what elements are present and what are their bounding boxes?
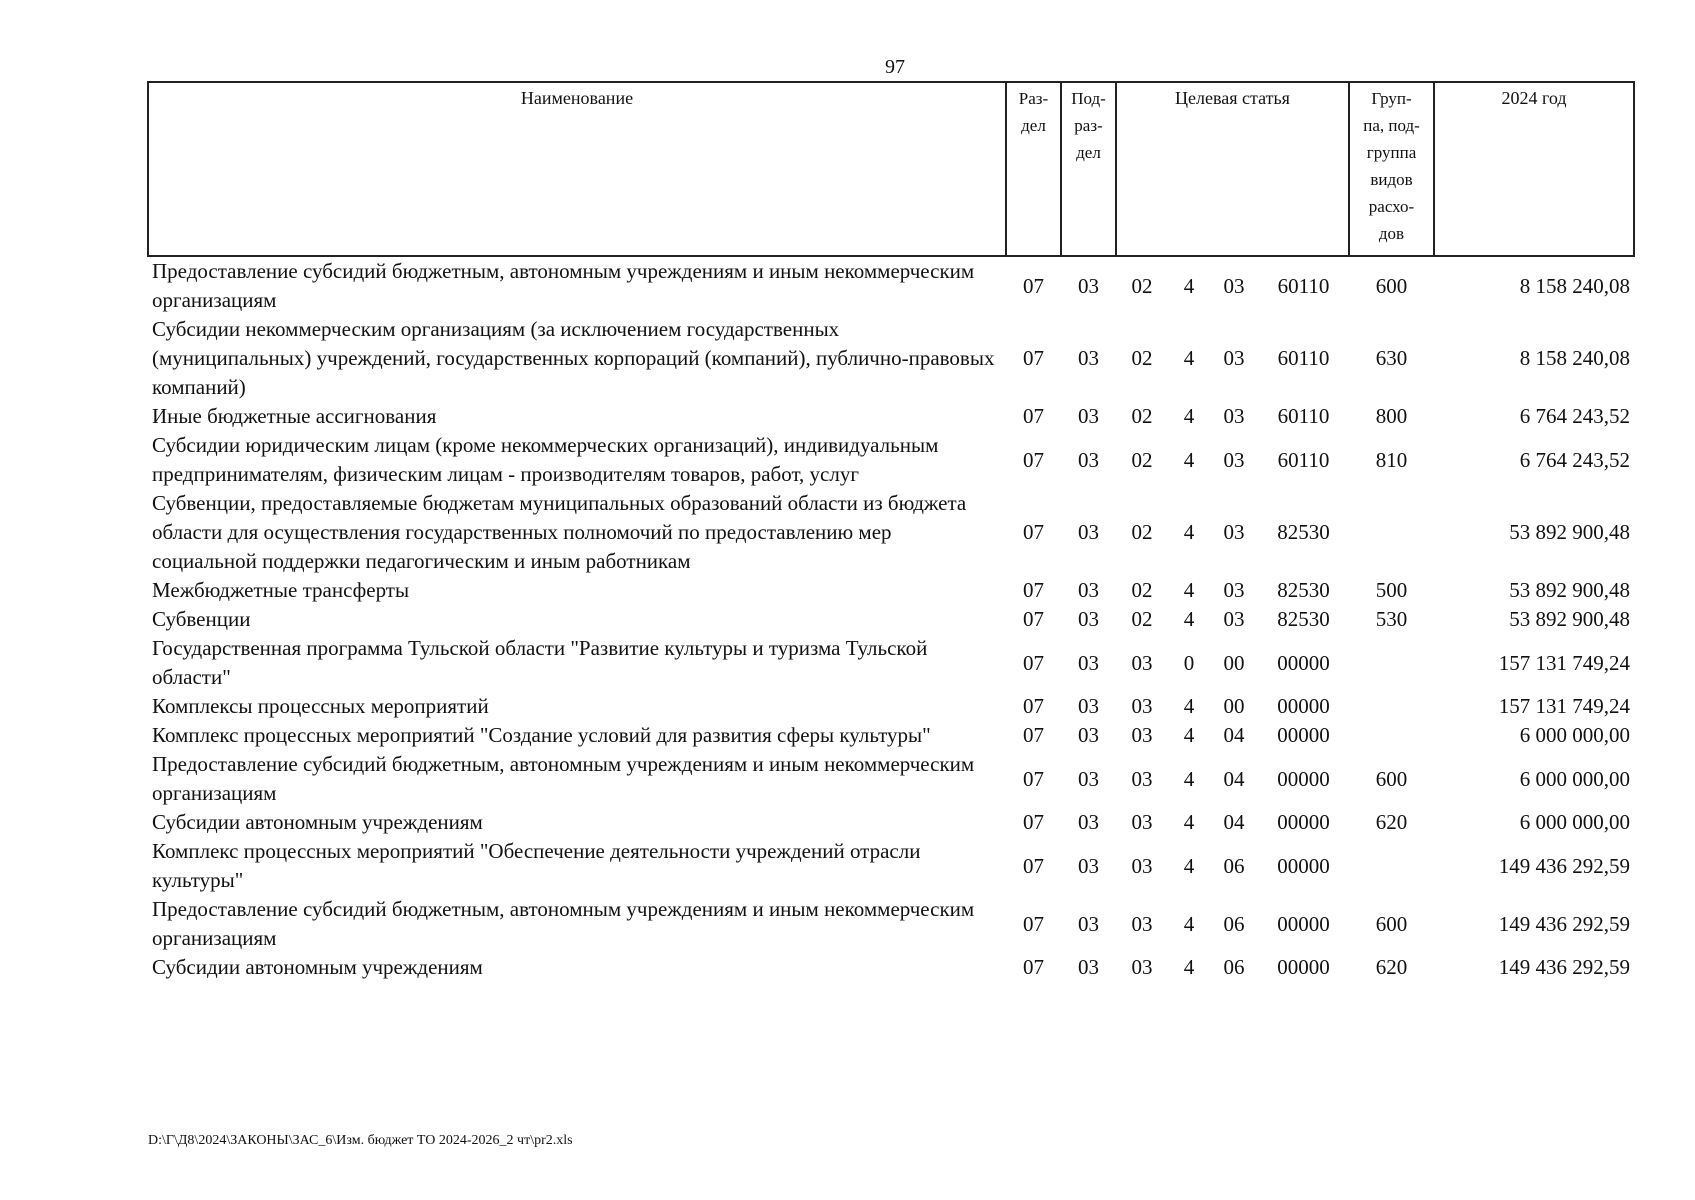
row-podrazdel: 03 xyxy=(1078,273,1099,298)
target-article-part: 00000 xyxy=(1277,723,1330,747)
row-target-article xyxy=(1116,605,1349,634)
row-podrazdel: 03 xyxy=(1078,520,1099,544)
row-target-article xyxy=(1116,692,1349,721)
target-article-part: 06 xyxy=(1223,911,1245,936)
row-amount: 157 131 749,24 xyxy=(1498,694,1630,718)
target-article-part: 06 xyxy=(1223,955,1245,979)
row-expense-group xyxy=(1349,489,1434,576)
row-expense-group: 630 xyxy=(1375,346,1408,370)
target-article-part: 03 xyxy=(1223,607,1245,631)
row-amount: 8 158 240,08 xyxy=(1519,346,1630,370)
row-name: Субсидии юридическим лицам (кроме некоммерческих организаций), индивидуальным предпринимателям, физическим лицам - производителям товаров, работ, услуг xyxy=(152,433,939,486)
row-name: Субвенции, предоставляемые бюджетам муниципальных образований области из бюджета области для осуществления государственных полномочий по предоставлению мер социальной поддержки педагогическим и иным работникам xyxy=(152,491,967,573)
header-name: Наименование xyxy=(148,82,1006,256)
row-target-article xyxy=(1116,721,1349,750)
target-article-part: 03 xyxy=(1131,810,1153,834)
row-target-article xyxy=(1116,489,1349,576)
row-podrazdel: 03 xyxy=(1078,694,1099,718)
target-article-part: 82530 xyxy=(1277,578,1330,602)
row-razdel: 07 xyxy=(1023,447,1044,472)
row-podrazdel: 03 xyxy=(1078,810,1099,834)
row-amount: 6 764 243,52 xyxy=(1519,404,1630,428)
row-name: Государственная программа Тульской области "Развитие культуры и туризма Тульской области" xyxy=(152,636,928,689)
target-article-part: 00000 xyxy=(1277,810,1330,834)
table-row xyxy=(148,692,1634,721)
page-number: 97 xyxy=(885,56,905,78)
row-name: Комплекс процессных мероприятий "Обеспечение деятельности учреждений отрасли культуры" xyxy=(152,839,921,892)
target-article-part: 4 xyxy=(1183,520,1195,544)
row-expense-group xyxy=(1349,721,1434,750)
row-podrazdel: 03 xyxy=(1078,723,1099,747)
target-article-part: 03 xyxy=(1131,694,1153,718)
row-amount: 8 158 240,08 xyxy=(1519,273,1630,298)
table-row xyxy=(148,256,1634,315)
row-name: Предоставление субсидий бюджетным, автономным учреждениям и иным некоммерческим организациям xyxy=(152,897,975,950)
row-amount: 6 764 243,52 xyxy=(1519,447,1630,472)
target-article-part: 03 xyxy=(1223,578,1245,602)
row-podrazdel: 03 xyxy=(1078,650,1099,675)
row-podrazdel: 03 xyxy=(1078,578,1099,602)
row-name: Субсидии автономным учреждениям xyxy=(152,955,483,979)
target-article-part: 82530 xyxy=(1277,520,1330,544)
row-name: Межбюджетные трансферты xyxy=(152,578,410,602)
target-article-part: 06 xyxy=(1223,853,1245,878)
table-row xyxy=(148,953,1634,982)
row-podrazdel: 03 xyxy=(1078,853,1099,878)
table-header-row xyxy=(148,82,1634,256)
row-razdel: 07 xyxy=(1023,404,1044,428)
row-name: Комплексы процессных мероприятий xyxy=(152,694,489,718)
row-target-article xyxy=(1116,808,1349,837)
target-article-part: 4 xyxy=(1183,346,1195,370)
target-article-part: 03 xyxy=(1223,520,1245,544)
row-target-article xyxy=(1116,576,1349,605)
row-target-article xyxy=(1116,750,1349,808)
table-row xyxy=(148,721,1634,750)
row-name: Субсидии автономным учреждениям xyxy=(152,810,483,834)
header-expense-group: Груп- па, под- группа видов расхо- дов xyxy=(1349,82,1434,256)
row-expense-group: 810 xyxy=(1375,447,1408,472)
row-podrazdel: 03 xyxy=(1078,955,1099,979)
row-podrazdel: 03 xyxy=(1078,911,1099,936)
target-article-part: 4 xyxy=(1183,694,1195,718)
target-article-part: 4 xyxy=(1183,404,1195,428)
row-expense-group: 600 xyxy=(1375,911,1408,936)
target-article-part: 03 xyxy=(1131,650,1153,675)
target-article-part: 00000 xyxy=(1277,650,1330,675)
target-article-part: 03 xyxy=(1131,766,1153,791)
row-expense-group xyxy=(1349,837,1434,895)
target-article-part: 04 xyxy=(1223,810,1245,834)
table-row xyxy=(148,750,1634,808)
row-target-article xyxy=(1116,315,1349,402)
row-expense-group: 600 xyxy=(1375,273,1408,298)
row-expense-group: 530 xyxy=(1375,607,1408,631)
budget-table xyxy=(147,81,1635,982)
target-article-part: 00000 xyxy=(1277,955,1330,979)
row-expense-group: 800 xyxy=(1375,404,1408,428)
row-amount: 6 000 000,00 xyxy=(1519,810,1630,834)
row-amount: 149 436 292,59 xyxy=(1498,911,1630,936)
target-article-part: 4 xyxy=(1183,447,1195,472)
row-razdel: 07 xyxy=(1023,766,1044,791)
row-target-article xyxy=(1116,634,1349,692)
target-article-part: 04 xyxy=(1223,723,1245,747)
row-amount: 157 131 749,24 xyxy=(1498,650,1630,675)
target-article-part: 00 xyxy=(1223,650,1245,675)
row-amount: 149 436 292,59 xyxy=(1498,853,1630,878)
row-podrazdel: 03 xyxy=(1078,607,1099,631)
target-article-part: 00000 xyxy=(1277,766,1330,791)
row-razdel: 07 xyxy=(1023,520,1044,544)
target-article-part: 60110 xyxy=(1277,346,1330,370)
target-article-part: 03 xyxy=(1223,273,1245,298)
row-podrazdel: 03 xyxy=(1078,404,1099,428)
target-article-part: 60110 xyxy=(1277,273,1330,298)
row-name: Предоставление субсидий бюджетным, автономным учреждениям и иным некоммерческим организациям xyxy=(152,259,975,312)
table-row xyxy=(148,837,1634,895)
target-article-part: 00000 xyxy=(1277,694,1330,718)
row-target-article xyxy=(1116,256,1349,315)
table-body xyxy=(148,256,1634,982)
row-razdel: 07 xyxy=(1023,346,1044,370)
target-article-part: 00000 xyxy=(1277,911,1330,936)
row-podrazdel: 03 xyxy=(1078,346,1099,370)
target-article-part: 03 xyxy=(1131,911,1153,936)
row-razdel: 07 xyxy=(1023,955,1044,979)
target-article-part: 00 xyxy=(1223,694,1245,718)
target-article-part: 02 xyxy=(1131,346,1153,370)
row-razdel: 07 xyxy=(1023,273,1044,298)
row-razdel: 07 xyxy=(1023,578,1044,602)
target-article-part: 4 xyxy=(1183,766,1195,791)
row-razdel: 07 xyxy=(1023,723,1044,747)
table-row xyxy=(148,576,1634,605)
header-year: 2024 год xyxy=(1434,82,1634,256)
target-article-part: 4 xyxy=(1183,911,1195,936)
row-name: Иные бюджетные ассигнования xyxy=(152,404,437,428)
row-razdel: 07 xyxy=(1023,607,1044,631)
target-article-part: 04 xyxy=(1223,766,1245,791)
target-article-part: 02 xyxy=(1131,520,1153,544)
target-article-part: 03 xyxy=(1131,955,1153,979)
row-name: Комплекс процессных мероприятий "Создание условий для развития сферы культуры" xyxy=(152,723,931,747)
row-name: Предоставление субсидий бюджетным, автономным учреждениям и иным некоммерческим организациям xyxy=(152,752,975,805)
target-article-part: 4 xyxy=(1183,607,1195,631)
row-podrazdel: 03 xyxy=(1078,447,1099,472)
target-article-part: 02 xyxy=(1131,607,1153,631)
row-target-article xyxy=(1116,953,1349,982)
table-row xyxy=(148,315,1634,402)
row-expense-group xyxy=(1349,692,1434,721)
row-target-article xyxy=(1116,402,1349,431)
row-expense-group: 620 xyxy=(1375,810,1408,834)
row-razdel: 07 xyxy=(1023,650,1044,675)
row-amount: 53 892 900,48 xyxy=(1509,578,1630,602)
row-expense-group xyxy=(1349,634,1434,692)
row-target-article xyxy=(1116,895,1349,953)
target-article-part: 00000 xyxy=(1277,853,1330,878)
row-expense-group: 600 xyxy=(1375,766,1408,791)
row-name: Субсидии некоммерческим организациям (за исключением государственных (муниципальных) учреждений, государственных корпораций (компаний), публично-правовых компаний) xyxy=(152,317,995,399)
target-article-part: 03 xyxy=(1223,447,1245,472)
row-name: Субвенции xyxy=(152,607,251,631)
target-article-part: 02 xyxy=(1131,273,1153,298)
target-article-part: 4 xyxy=(1183,955,1195,979)
target-article-part: 82530 xyxy=(1277,607,1330,631)
target-article-part: 60110 xyxy=(1277,404,1330,428)
row-amount: 53 892 900,48 xyxy=(1509,520,1630,544)
table-row xyxy=(148,634,1634,692)
target-article-part: 4 xyxy=(1183,853,1195,878)
table-row xyxy=(148,402,1634,431)
target-article-part: 4 xyxy=(1183,723,1195,747)
row-razdel: 07 xyxy=(1023,694,1044,718)
row-razdel: 07 xyxy=(1023,911,1044,936)
row-amount: 6 000 000,00 xyxy=(1519,766,1630,791)
row-amount: 53 892 900,48 xyxy=(1509,607,1630,631)
target-article-part: 0 xyxy=(1183,650,1195,675)
target-article-part: 4 xyxy=(1183,810,1195,834)
target-article-part: 03 xyxy=(1223,346,1245,370)
target-article-part: 03 xyxy=(1131,723,1153,747)
row-target-article xyxy=(1116,431,1349,489)
table-row xyxy=(148,808,1634,837)
target-article-part: 03 xyxy=(1223,404,1245,428)
target-article-part: 02 xyxy=(1131,404,1153,428)
row-razdel: 07 xyxy=(1023,853,1044,878)
row-podrazdel: 03 xyxy=(1078,766,1099,791)
row-amount: 6 000 000,00 xyxy=(1519,723,1630,747)
header-podrazdel: Под- раз- дел xyxy=(1061,82,1116,256)
file-path: D:\Г\Д8\2024\ЗАКОНЫ\ЗАС_6\Изм. бюджет ТО 2024-2026_2 чт\pr2.xls xyxy=(148,1133,573,1148)
row-expense-group: 620 xyxy=(1375,955,1408,979)
target-article-part: 03 xyxy=(1131,853,1153,878)
row-razdel: 07 xyxy=(1023,810,1044,834)
target-article-part: 02 xyxy=(1131,447,1153,472)
row-target-article xyxy=(1116,837,1349,895)
target-article-part: 60110 xyxy=(1277,447,1330,472)
table-row xyxy=(148,605,1634,634)
target-article-part: 02 xyxy=(1131,578,1153,602)
header-target-article: Целевая статья xyxy=(1116,82,1349,256)
row-expense-group: 500 xyxy=(1375,578,1408,602)
target-article-part: 4 xyxy=(1183,273,1195,298)
table-row xyxy=(148,431,1634,489)
table-row xyxy=(148,489,1634,576)
table-row xyxy=(148,895,1634,953)
target-article-part: 4 xyxy=(1183,578,1195,602)
row-amount: 149 436 292,59 xyxy=(1498,955,1630,979)
header-razdel: Раз- дел xyxy=(1006,82,1061,256)
